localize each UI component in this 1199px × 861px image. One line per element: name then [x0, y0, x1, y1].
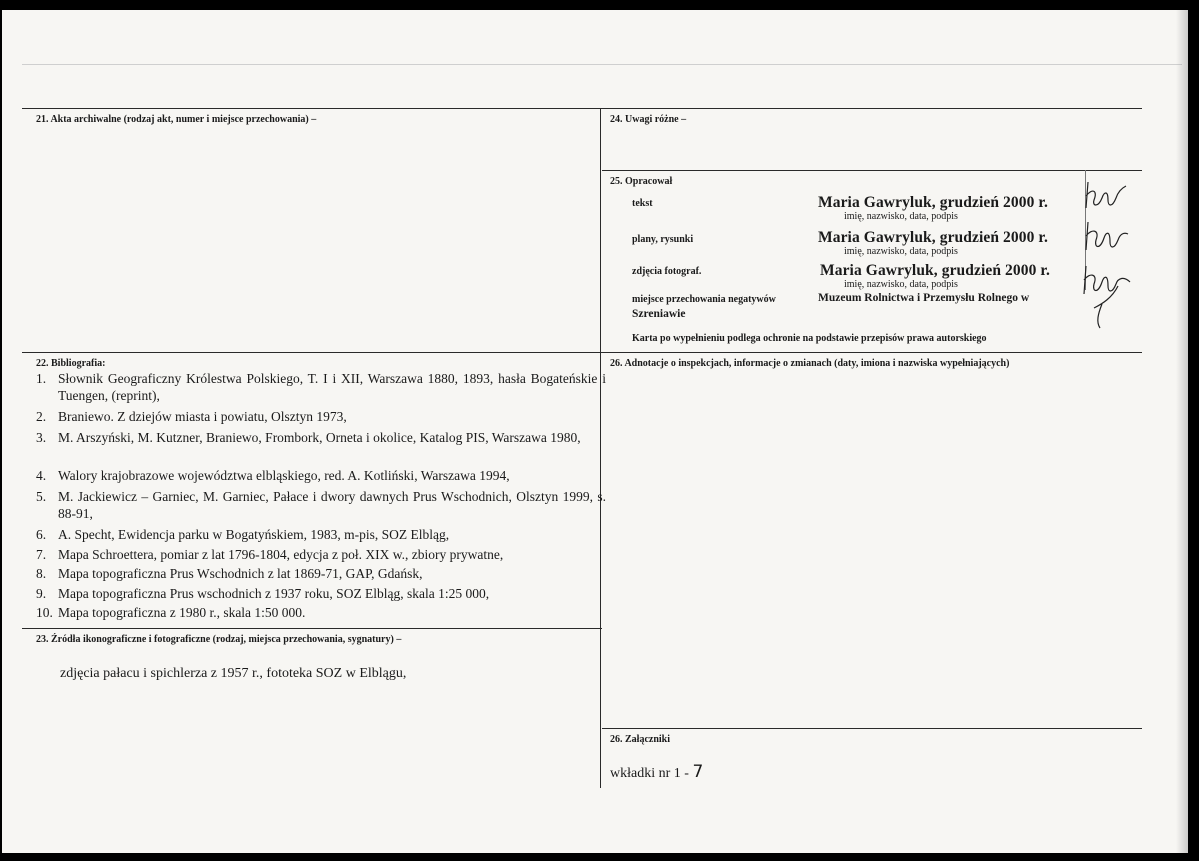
section-26-attachments-title: 26. Załączniki [610, 734, 671, 745]
row-caption-plany: imię, nazwisko, data, podpis [844, 246, 958, 257]
attachments-handwritten-number: 7 [692, 762, 704, 782]
row-label-plany: plany, rysunki [632, 234, 694, 245]
signature-mark-1 [1082, 178, 1132, 218]
row-name-zdjecia: Maria Gawryluk, grudzień 2000 r. [820, 262, 1050, 279]
storage-value-line1: Muzeum Rolnictwa i Przemysłu Rolnego w [818, 292, 1030, 304]
row-name-tekst: Maria Gawryluk, grudzień 2000 r. [818, 194, 1048, 211]
bibliography-item [36, 467, 606, 484]
page-edge-shadow [1176, 10, 1188, 853]
section-24-bottom-rule [602, 170, 1142, 171]
section-21-title: 21. Akta archiwalne (rodzaj akt, numer i miejsce przechowania) – [36, 114, 317, 125]
bibliography-item-number: 5. [36, 489, 47, 504]
section-23-title: 23. Źródła ikonograficzne i fotograficzne (rodzaj, miejsca przechowania, sygnatury) – [36, 634, 402, 645]
bibliography-item-text: Mapa Schroettera, pomiar z lat 1796-1804, edycja z poł. XIX w., zbiory prywatne, [58, 547, 504, 562]
row-caption-tekst: imię, nazwisko, data, podpis [844, 211, 958, 222]
bibliography-item-text: A. Specht, Ewidencja parku w Bogatyńskiem, 1983, m-pis, SOZ Elbląg, [58, 527, 450, 542]
row-name-plany: Maria Gawryluk, grudzień 2000 r. [818, 229, 1048, 246]
bibliography-item-text: Mapa topograficzna Prus Wschodnich z lat 1869-71, GAP, Gdańsk, [58, 566, 423, 581]
bibliography-item-number: 2. [36, 409, 47, 424]
bibliography-item [36, 546, 606, 563]
section-25-title: 25. Opracował [610, 176, 673, 187]
form-middle-rule [22, 352, 1142, 353]
bibliography-item-number: 7. [36, 547, 47, 562]
row-label-zdjecia: zdjęcia fotograf. [632, 266, 702, 277]
header-faint-rule [22, 64, 1182, 65]
bibliography-item [36, 429, 606, 446]
storage-label: miejsce przechowania negatywów [632, 294, 776, 305]
section-23-text: zdjęcia pałacu i spichlerza z 1957 r., fototeka SOZ w Elblągu, [60, 666, 407, 681]
copyright-note: Karta po wypełnieniu podlega ochronie na podstawie przepisów prawa autorskiego [632, 333, 987, 344]
bibliography-item [36, 604, 606, 621]
bibliography-item-number: 8. [36, 566, 47, 581]
row-label-tekst: tekst [632, 198, 653, 209]
bibliography-item [36, 565, 606, 582]
section-26-attachments-text [610, 762, 703, 782]
bibliography-item-text: Walory krajobrazowe województwa elbląskiego, red. A. Kotliński, Warszawa 1994, [58, 468, 510, 483]
bibliography-item-text: Braniewo. Z dziejów miasta i powiatu, Olsztyn 1973, [58, 409, 347, 424]
bibliography-item-text: M. Jackiewicz – Garniec, M. Garniec, Pałace i dwory dawnych Prus Wschodnich, Olsztyn 1999, s. 88-91, [58, 489, 606, 521]
section-26-annotations-title: 26. Adnotacje o inspekcjach, informacje o zmianach (daty, imiona i nazwiska wypełniających) [610, 358, 1010, 369]
bibliography-item-number: 10. [36, 605, 53, 620]
section-22-title: 22. Bibliografia: [36, 358, 106, 369]
bibliography-item-number: 6. [36, 527, 47, 542]
document-sheet [2, 10, 1188, 853]
bibliography-item-number: 4. [36, 468, 47, 483]
bibliography-item-text: M. Arszyński, M. Kutzner, Braniewo, Frombork, Orneta i okolice, Katalog PIS, Warszawa 1980, [58, 430, 581, 445]
bibliography-item [36, 408, 606, 425]
storage-value-line2: Szreniawie [632, 308, 686, 320]
section-24-title: 24. Uwagi różne – [610, 114, 687, 125]
bibliography-item [36, 370, 606, 404]
section-26-attachments-top-rule [602, 728, 1142, 729]
form-top-rule [22, 108, 1142, 109]
signature-mark-3 [1078, 264, 1134, 334]
bibliography-item-number: 1. [36, 371, 47, 386]
section-23-top-rule [22, 628, 602, 629]
bibliography-item [36, 585, 606, 602]
signature-mark-2 [1082, 220, 1132, 260]
bibliography-item [36, 526, 606, 543]
row-caption-zdjecia: imię, nazwisko, data, podpis [844, 279, 958, 290]
bibliography-item-number: 9. [36, 586, 47, 601]
bibliography-list [36, 370, 606, 630]
bibliography-item-number: 3. [36, 430, 47, 445]
bibliography-item-text: Słownik Geograficzny Królestwa Polskiego, T. I i XII, Warszawa 1880, 1893, hasła Bogateńskie i Tuengen, (reprint), [58, 371, 606, 403]
bibliography-item-text: Mapa topograficzna z 1980 r., skala 1:50 000. [58, 605, 306, 620]
bibliography-item [36, 488, 606, 522]
bibliography-item-text: Mapa topograficzna Prus wschodnich z 1937 roku, SOZ Elbląg, skala 1:25 000, [58, 586, 490, 601]
attachments-printed-text: wkładki nr 1 - [610, 766, 693, 781]
